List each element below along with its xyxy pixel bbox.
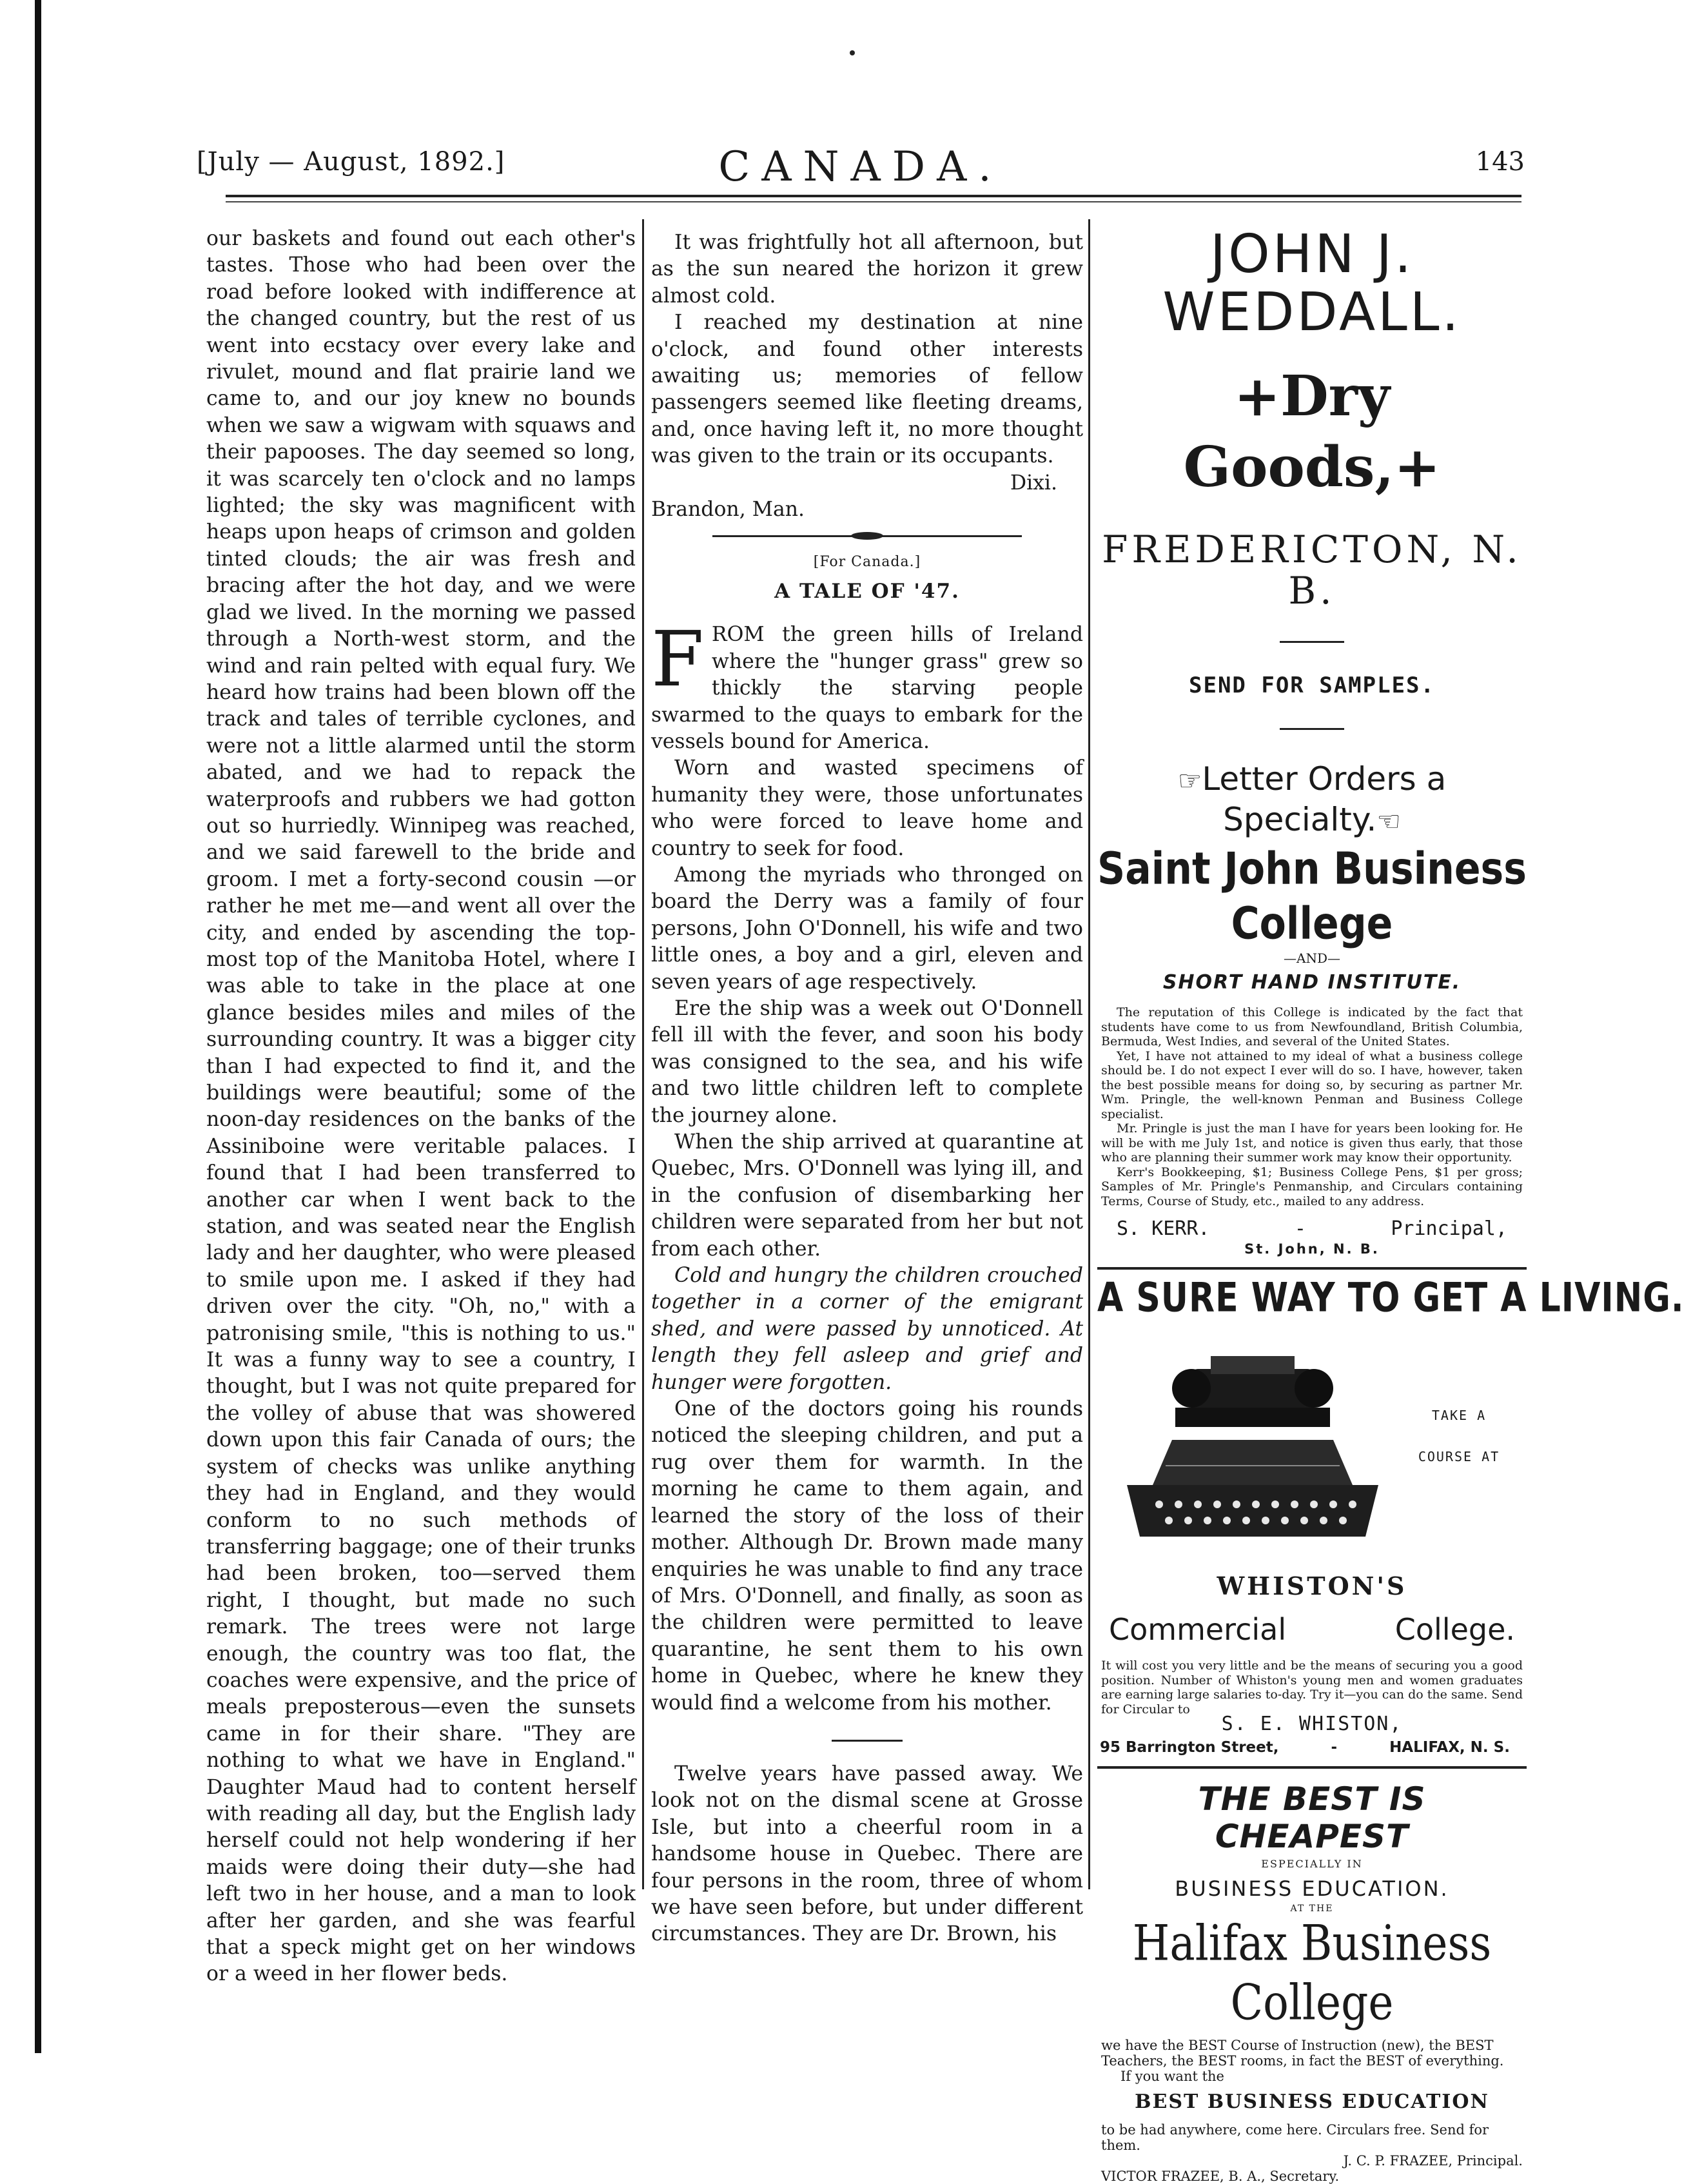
fredericton-city: FREDERICTON, N. B.: [1102, 527, 1522, 613]
kerr-name: S. KERR.: [1117, 1217, 1210, 1240]
saint-john-body: [1101, 1005, 1523, 1208]
saint-john-college-name: Saint John Business College: [1097, 843, 1527, 950]
best-is-cheapest-headline: THE BEST IS CHEAPEST: [1198, 1780, 1426, 1855]
halifax-college-name: Halifax Business College: [1132, 1914, 1492, 2031]
story-paragraph: When the ship arrived at quarantine at Quebec, Mrs. O'Donnell was lying ill, and in the confusion of disembarking her children were separated from her but not from each other.: [651, 1130, 1083, 1261]
take-course-text: [1398, 1395, 1520, 1477]
advertisement-column: [1097, 224, 1685, 2184]
ad-paragraph: Mr. Pringle is just the man I have for years been looking for. He will be with me July 1st, and notice is given thus early, that those who are planning their summer work may know their opportunity.: [1101, 1121, 1523, 1165]
ad-rule: [1280, 728, 1344, 730]
article-paragraph: I reached my destination at nine o'clock, and found other interests awaiting us; memories of fellow passengers seemed like fleeting dreams, and, once having left it, no more thought was given to the train or its occupants.: [651, 311, 1083, 468]
ad-paragraph: Kerr's Bookkeeping, $1; Business College Pens, $1 per gross; Samples of Mr. Pringle's Penmanship, and Circulars containing Terms, Course of Study, etc., mailed to any address.: [1101, 1165, 1523, 1208]
article-paragraph: It was frightfully hot all afternoon, but as the sun neared the horizon it grew almost cold.: [651, 231, 1083, 308]
commercial-college-line: [1109, 1612, 1515, 1647]
column-divider-right: [1088, 219, 1090, 1889]
column-divider-left: [642, 219, 644, 1889]
drop-cap: F: [651, 615, 704, 704]
story-paragraph: Twelve years have passed away. We look not on the dismal scene at Grosse Isle, but into a cheerful room in a handsome house in Quebec. There are four persons in the room, three of whom we have seen before, but under different circumstances. They are Dr. Brown, his: [651, 1762, 1083, 1946]
principal-signature: J. C. P. FRAZEE, Principal.: [1343, 2153, 1523, 2169]
author-signature: Dixi.: [1010, 471, 1057, 495]
kerr-dash: -: [1294, 1217, 1306, 1240]
story-paragraph: Among the myriads who thronged on board the Derry was a family of four persons, John O'Donnell, his wife and two little ones, a boy and a girl, eleven and seven years of age respectively.: [651, 863, 1083, 994]
story-paragraph: Worn and wasted specimens of humanity they were, those unfortunates who were forced to leave home and country to seek for food.: [651, 756, 1083, 860]
article-column-1: [206, 226, 636, 1988]
running-header: [197, 143, 1525, 192]
sure-way-headline: A SURE WAY TO GET A LIVING.: [1097, 1275, 1685, 1321]
business-education-label: BUSINESS EDUCATION.: [1175, 1876, 1449, 1901]
ad-paragraph: The reputation of this College is indicated by the fact that students have come to us from Newfoundland, British Columbia, Bermuda, West Indies, and several of the United States.: [1101, 1005, 1523, 1048]
letter-orders-line: [1097, 760, 1527, 841]
ad-divider: [1097, 1267, 1527, 1270]
masthead-title: CANADA.: [718, 143, 1003, 191]
story-paragraph: One of the doctors going his rounds noticed the sleeping children, and put a rug over them for warmth. In the morning he came to them again, and learned the story of the loss of their mother. Although Dr. Brown made many enquiries he was unable to find any trace of Mrs. O'Donnell, and finally, as soon as the children were permitted to leave quarantine, he sent them to his own home in Quebec, where he knew they would find a welcome from his mother.: [651, 1397, 1083, 1715]
typewriter-illustration: [1114, 1343, 1391, 1549]
pointing-hand-icon: ☞: [1177, 765, 1202, 796]
header-rule-thin: [226, 201, 1521, 202]
header-rule: [226, 195, 1521, 197]
address-dash: -: [1331, 1739, 1338, 1756]
commercial-word: Commercial: [1109, 1612, 1287, 1647]
dry-goods-heading: +Dry Goods,+: [1183, 364, 1441, 500]
best-business-education: BEST BUSINESS EDUCATION: [1135, 2091, 1489, 2113]
dateline-place: Brandon, Man.: [651, 498, 805, 522]
whiston-body: [1101, 1658, 1523, 1717]
weddall-name: JOHN J. WEDDALL.: [1162, 224, 1462, 343]
at-the-label: AT THE: [1290, 1904, 1334, 1914]
and-separator: —AND—: [1284, 950, 1340, 966]
course-at-label: COURSE AT: [1418, 1449, 1500, 1464]
pointing-hand-left-icon: ☜: [1376, 805, 1401, 837]
article-column-2: [651, 230, 1083, 1948]
whistons-name: WHISTON'S: [1217, 1571, 1407, 1600]
typewriter-block: [1097, 1343, 1527, 1556]
section-break-rule: [832, 1740, 903, 1742]
street-address: 95 Barrington Street,: [1100, 1739, 1279, 1756]
ad-paragraph: to be had anywhere, come here. Circulars free. Send for them.: [1101, 2122, 1489, 2153]
page-edge-bar: [35, 0, 41, 2053]
whiston-signer: S. E. WHISTON,: [1221, 1713, 1403, 1735]
short-hand-institute: SHORT HAND INSTITUTE.: [1162, 971, 1462, 994]
take-a-label: TAKE A: [1431, 1408, 1487, 1423]
kerr-signature: [1117, 1217, 1507, 1240]
send-for-samples: SEND FOR SAMPLES.: [1189, 673, 1435, 698]
halifax-body-2: [1101, 2122, 1523, 2184]
ad-rule: [1280, 641, 1344, 643]
saint-john-city: St. John, N. B.: [1244, 1241, 1380, 1257]
secretary-signature: VICTOR FRAZEE, B. A., Secretary.: [1101, 2169, 1340, 2184]
issue-date: [July — August, 1892.]: [197, 147, 505, 177]
ad-paragraph: Yet, I have not attained to my ideal of what a business college should be. I do not expect I ever will do so. I have, however, taken the best possible means for doing so, by securing as partner Mr. Wm. Pringle, the well-known Penman and Business College specialist.: [1101, 1048, 1523, 1121]
story-paragraph: Ere the ship was a week out O'Donnell fell ill with the fever, and soon his body was consigned to the sea, and his wife and two little children left to complete the journey alone.: [651, 996, 1083, 1127]
story-paragraph: Cold and hungry the children crouched together in a corner of the emigrant shed, and were passed by unnoticed. At length they fell asleep and grief and hunger were forgotten.: [651, 1264, 1083, 1394]
halifax-city: HALIFAX, N. S.: [1389, 1739, 1510, 1756]
ad-paragraph: It will cost you very little and be the means of securing you a good position. Number of Whiston's young men and women graduates are earning large salaries to-day. Try it—you can do the same. Send for Circular to: [1101, 1658, 1523, 1717]
ad-divider: [1097, 1766, 1527, 1769]
ad-paragraph: we have the BEST Course of Instruction (new), the BEST Teachers, the BEST rooms, in fact the BEST of everything.: [1101, 2038, 1504, 2069]
if-you-want-line: If you want the: [1120, 2069, 1224, 2084]
whiston-address: [1100, 1739, 1510, 1756]
article-paragraph: our baskets and found out each other's tastes. Those who had been over the road before looked with indifference at the changed country, but the rest of us went into ecstacy over every lake and rivulet, mound and flat prairie land we came to, and our joy knew no bounds when we saw a wigwam with squaws and their papooses. The day seemed so long, it was scarcely ten o'clock and no lamps lighted; the sky was magnificent with heaps upon heaps of crimson and golden tinted clouds; the air was fresh and bracing after the hot day, and we were glad we lived. In the morning we passed through a North-west storm, and the wind and rain pelted with equal fury. We heard how trains had been blown off the track and tales of terrible cyclones, and were not a little alarmed until the storm abated, and we had to repack the waterproofs and rubbers we had gotton out so hurriedly. Winnipeg was reached, and we said farewell to the bride and groom. I met a forty-second cousin —or rather he met me—and went all over the city, and ended by ascending the top-most top of the Manitoba Hotel, where I was able to take in the place at one glance besides miles and miles of the surrounding country. It was a bigger city than I had expected to find it, and the buildings were beautiful; some of the noon-day residences on the banks of the Assiniboine were veritable palaces. I found that I had been transferred to another car when I went back to the station, and was seated near the English lady and her daughter, who were pleased to smile upon me. I asked if they had driven over the city. "Oh, no," with a patronising smile, "this is nothing to us." It was a funny way to see a country, I thought, but I was not quite prepared for the volley of abuse that was showered down upon this fair Canada of ours; the system of checks was unlike anything they had in England, and they would conform to no such methods of transferring baggage; one of their trunks had been broken, too—served them right, I thought, but made no such remark. The trees were not large enough, the country was too flat, the coaches were expensive, and the price of meals preposterous—even the sunsets came in for their share. "They are nothing to what we have in England." Daughter Maud had to content herself with reading all day, but the English lady herself could not help wondering if her maids were doing their duty—she had left two in her house, and a man to look after her garden, and she was fearful that a speck might get on her windows or a weed in her flower beds.: [206, 227, 636, 1986]
kerr-role: Principal,: [1391, 1217, 1507, 1240]
especially-in-label: ESPECIALLY IN: [1261, 1858, 1363, 1870]
section-ornament: [712, 532, 1022, 540]
ink-dot: [850, 50, 855, 55]
halifax-body: [1101, 2038, 1523, 2084]
letter-orders-text: Letter Orders a Specialty.: [1202, 760, 1447, 838]
page-number: 143: [1475, 147, 1525, 177]
story-paragraph: ROM the green hills of Ireland where the "hunger grass" grew so thickly the starving people swarmed to the quays to embark for the vessels bound for America.: [651, 623, 1083, 753]
for-canada-label: [For Canada.]: [813, 554, 921, 571]
story-title: A TALE OF '47.: [774, 579, 960, 603]
college-word: College.: [1394, 1612, 1515, 1647]
